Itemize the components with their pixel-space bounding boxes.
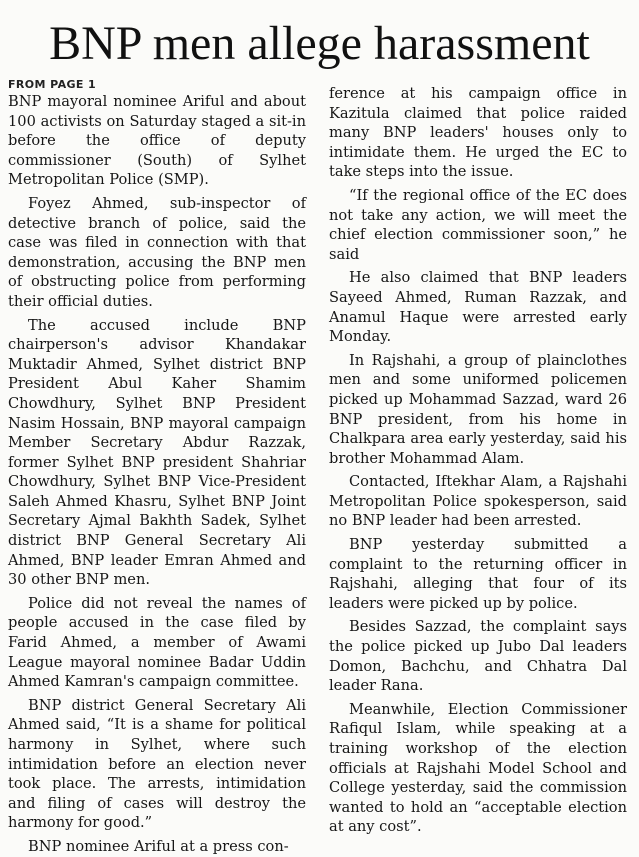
paragraph: BNP district General Secretary Ali Ahmed said, “It is a shame for political harmony in Sylhet, where such intimidation before an election never took place. The arrests, intimidation and filing of cases will destroy the harmony for good.” [8,696,306,832]
article-body [8,76,631,855]
right-column [329,84,627,837]
headline: BNP men allege harassment [49,17,590,70]
paragraph: Police did not reveal the names of people accused in the case filed by Farid Ahmed, a member of Awami League mayoral nominee Badar Uddin Ahmed Kamran's campaign committee. [8,594,306,691]
paragraph: Meanwhile, Election Commissioner Rafiqul Islam, while speaking at a training workshop of the election officials at Rajshahi Model School and College yesterday, said the commission wanted to hold an “acceptable election at any cost”. [329,700,627,836]
paragraph: BNP yesterday submitted a complaint to the returning officer in Rajshahi, alleging that four of its leaders were picked up by police. [329,536,627,612]
paragraph: ference at his campaign office in Kazitula claimed that police raided many BNP leaders' houses only to intimidate them. He urged the EC to take steps into the issue. [329,85,627,181]
paragraph: “If the regional office of the EC does not take any action, we will meet the chief election commissioner soon,” he said [329,186,627,263]
paragraph: BNP mayoral nominee Ariful and about 100 activists on Saturday staged a sit-in before the office of deputy commissioner (South) of Sylhet Metropolitan Police (SMP). [8,93,306,189]
paragraph: In Rajshahi, a group of plainclothes men and some uniformed policemen picked up Mohammad Sazzad, ward 26 BNP president, from his home in Chalkpara area early yesterday, said his brother Mohammad Alam. [329,351,627,467]
paragraph: Foyez Ahmed, sub-inspector of detective branch of police, said the case was filed in connection with that demonstration, accusing the BNP men of obstructing police from performing their official duties. [8,194,306,310]
paragraph: Contacted, Iftekhar Alam, a Rajshahi Metropolitan Police spokesperson, said no BNP leader had been arrested. [329,473,627,530]
left-column [8,78,306,857]
paragraph: He also claimed that BNP leaders Sayeed Ahmed, Ruman Razzak, and Anamul Haque were arrested early Monday. [329,269,627,346]
paragraph: The accused include BNP chairperson's advisor Khandakar Muktadir Ahmed, Sylhet district BNP President Abul Kaher Shamim Chowdhury, Sylhet BNP President Nasim Hossain, BNP mayoral campaign Member Secretary Abdur Razzak, former Sylhet BNP president Shahriar Chowdhury, Sylhet BNP Vice-President Saleh Ahmed Khasru, Sylhet BNP Joint Secretary Ajmal Bakhth Sadek, Sylhet district BNP General Secretary Ali Ahmed, BNP leader Emran Ahmed and 30 other BNP men. [8,316,306,589]
continued-from-kicker: FROM PAGE 1 [8,78,97,91]
paragraph: Besides Sazzad, the complaint says the police picked up Jubo Dal leaders Domon, Bachchu, and Chhatra Dal leader Rana. [329,618,627,695]
paragraph: BNP nominee Ariful at a press con- [28,837,289,855]
